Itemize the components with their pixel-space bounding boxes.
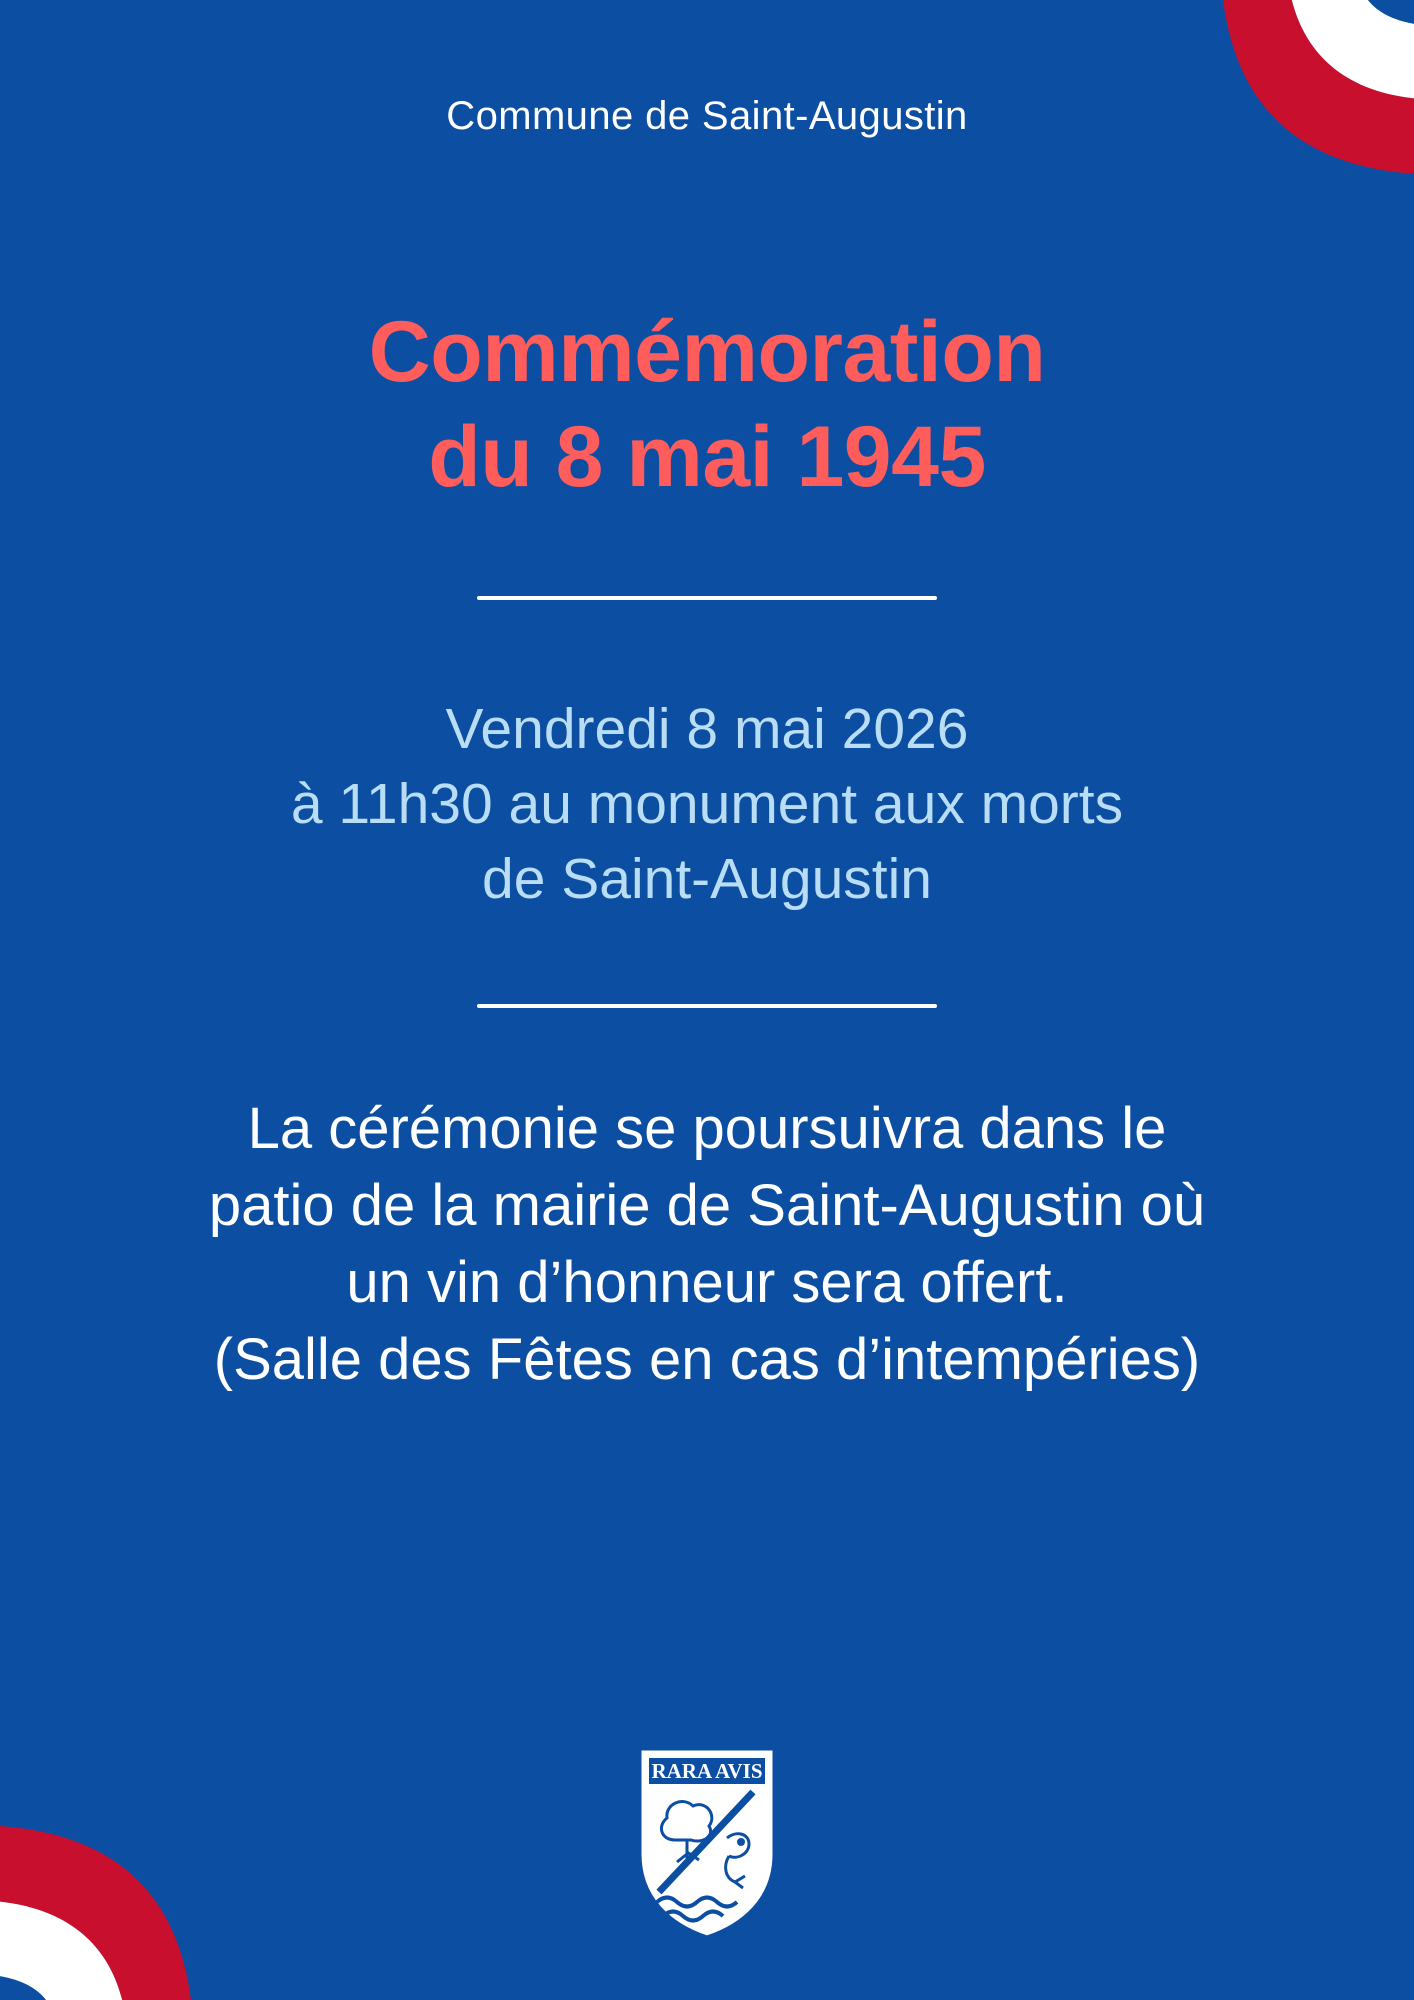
commune-label: Commune de Saint-Augustin bbox=[446, 94, 968, 138]
title-line-1: Commémoration bbox=[368, 304, 1046, 400]
crest-motto: RARA AVIS bbox=[651, 1759, 763, 1783]
divider-top bbox=[477, 596, 937, 600]
note-line-4: (Salle des Fêtes en cas d’intempéries) bbox=[213, 1326, 1201, 1392]
note-line-2: patio de la mairie de Saint-Augustin où bbox=[208, 1172, 1206, 1238]
event-locality: de Saint-Augustin bbox=[482, 847, 932, 912]
event-note-block bbox=[60, 1090, 1354, 1399]
note-line-1: La cérémonie se poursuivra dans le bbox=[247, 1095, 1167, 1161]
crest-container bbox=[0, 1742, 1414, 1942]
title-line-2: du 8 mai 1945 bbox=[428, 408, 986, 505]
note-line-3: un vin d’honneur sera offert. bbox=[346, 1249, 1068, 1315]
event-time-place: à 11h30 au monument aux morts bbox=[290, 772, 1124, 837]
divider-bottom bbox=[477, 1004, 937, 1008]
coat-of-arms-icon bbox=[631, 1742, 783, 1942]
event-datetime-block bbox=[60, 692, 1354, 918]
page-title bbox=[60, 300, 1354, 510]
event-date: Vendredi 8 mai 2026 bbox=[445, 696, 969, 761]
